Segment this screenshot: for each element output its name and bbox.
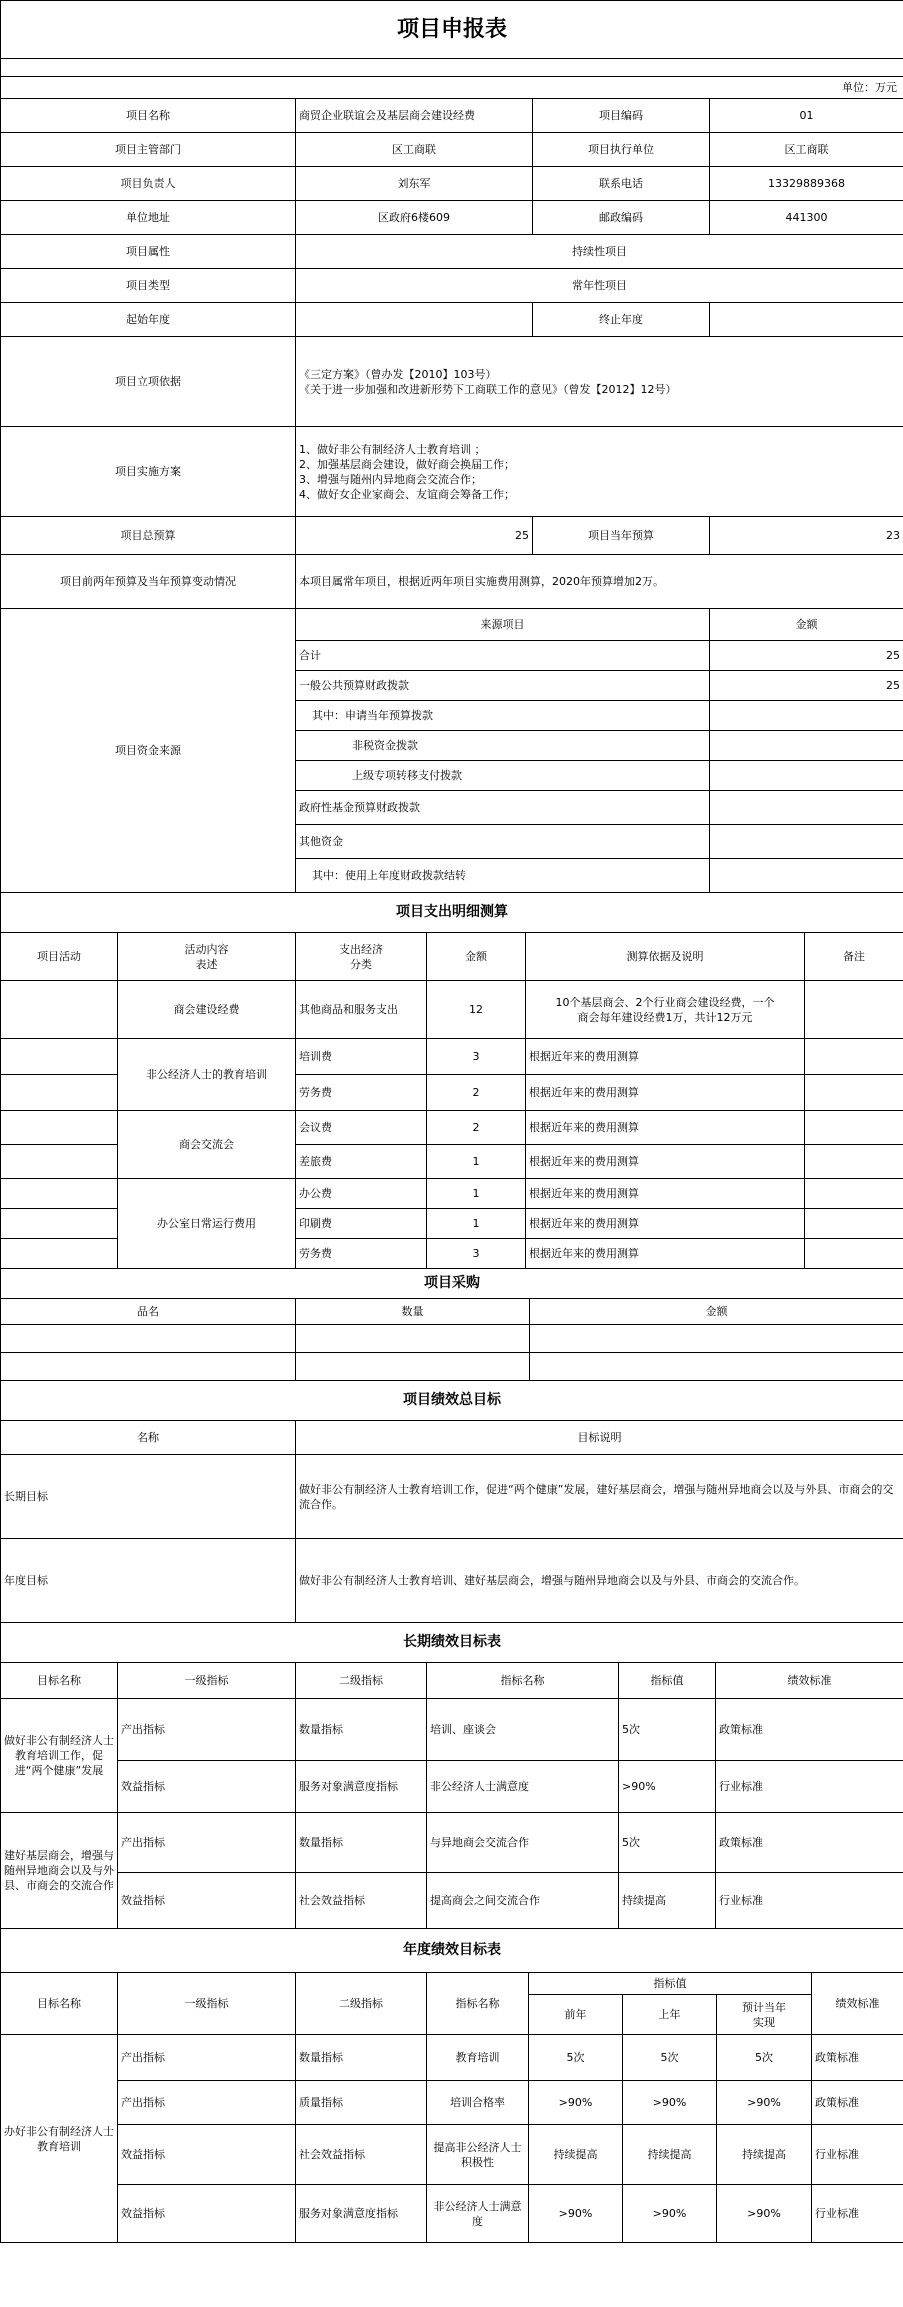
expense-basis-cell[interactable] <box>526 981 805 1039</box>
perf-total-col-name: 名称 <box>1 1421 296 1455</box>
perf-long-l2-cell[interactable]: 服务对象满意度指标 <box>296 1761 427 1813</box>
funding-table <box>0 608 903 893</box>
expense-basis-line: 商会每年建设经费1万，共计12万元 <box>577 1010 753 1024</box>
purchase-amount-cell[interactable] <box>530 1325 903 1353</box>
funding-row-amount[interactable] <box>710 731 903 761</box>
perf-long-l1-cell[interactable]: 效益指标 <box>118 1761 296 1813</box>
perf-long-ind-cell[interactable]: 培训、座谈会 <box>427 1699 619 1761</box>
perf-long-col-std: 绩效标准 <box>716 1663 903 1699</box>
expense-col-amount: 金额 <box>427 933 526 981</box>
exec-unit-value[interactable]: 区工商联 <box>710 133 903 167</box>
perf-year-l2-cell[interactable]: 服务对象满意度指标 <box>296 2185 427 2243</box>
perf-year-l1-cell[interactable]: 效益指标 <box>118 2125 296 2185</box>
perf-year-l2-cell[interactable]: 社会效益指标 <box>296 2125 427 2185</box>
budget-change-value[interactable]: 本项目属常年项目，根据近两年项目实施费用测算，2020年预算增加2万。 <box>296 555 903 609</box>
expense-basis-cell[interactable]: 根据近年来的费用测算 <box>526 1111 805 1145</box>
perf-year-v2-cell[interactable]: 5次 <box>623 2035 717 2081</box>
perf-long-val-cell[interactable]: >90% <box>619 1761 716 1813</box>
plan-value[interactable] <box>296 427 903 517</box>
zip-value[interactable]: 441300 <box>710 201 903 235</box>
total-budget-label: 项目总预算 <box>1 517 296 555</box>
expense-table <box>0 892 903 1269</box>
end-year-value[interactable] <box>710 303 903 337</box>
perf-long-col-ind: 指标名称 <box>427 1663 619 1699</box>
basis-line: 《关于进一步加强和改进新形势下工商联工作的意见》（曾发【2012】12号） <box>299 382 677 396</box>
perf-year-ind-cell[interactable]: 培训合格率 <box>427 2081 529 2125</box>
expense-content-cell[interactable]: 商会交流会 <box>118 1111 296 1179</box>
purchase-name-cell[interactable] <box>1 1325 296 1353</box>
perf-year-l1-cell[interactable]: 产出指标 <box>118 2081 296 2125</box>
expense-col-activity: 项目活动 <box>1 933 118 981</box>
perf-year-v1-cell[interactable]: 持续提高 <box>529 2125 623 2185</box>
zip-label: 邮政编码 <box>533 201 710 235</box>
perf-year-l2-cell[interactable]: 数量指标 <box>296 2035 427 2081</box>
expense-col-content <box>118 933 296 981</box>
funding-label: 项目资金来源 <box>1 609 296 893</box>
perf-year-col-std: 绩效标准 <box>812 1973 903 2035</box>
expense-content-cell[interactable]: 非公经济人士的教育培训 <box>118 1039 296 1111</box>
perf-long-l2-cell[interactable]: 社会效益指标 <box>296 1873 427 1929</box>
basis-value[interactable] <box>296 337 903 427</box>
basis-label: 项目立项依据 <box>1 337 296 427</box>
phone-label: 联系电话 <box>533 167 710 201</box>
perf-year-l1-cell[interactable]: 效益指标 <box>118 2185 296 2243</box>
perf-long-val-cell[interactable]: 5次 <box>619 1699 716 1761</box>
expense-amount-cell[interactable]: 3 <box>427 1239 526 1269</box>
phone-value[interactable]: 13329889368 <box>710 167 903 201</box>
expense-class-cell[interactable]: 其他商品和服务支出 <box>296 981 427 1039</box>
perf-long-l1-cell[interactable]: 产出指标 <box>118 1813 296 1873</box>
plan-line: 4、做好女企业家商会、友谊商会筹备工作； <box>299 487 515 501</box>
expense-basis-cell[interactable]: 根据近年来的费用测算 <box>526 1239 805 1269</box>
perf-year-section-title: 年度绩效目标表 <box>1 1929 903 1973</box>
perf-long-std-cell[interactable]: 政策标准 <box>716 1699 903 1761</box>
funding-row-name: 其中：使用上年度财政拨款结转 <box>296 859 710 893</box>
expense-amount-cell[interactable]: 2 <box>427 1075 526 1111</box>
perf-year-v1-cell[interactable]: 5次 <box>529 2035 623 2081</box>
perf-year-table <box>0 1928 903 2243</box>
expense-basis-line: 10个基层商会、2个行业商会建设经费，一个 <box>555 995 775 1009</box>
dept-label: 项目主管部门 <box>1 133 296 167</box>
end-year-label: 终止年度 <box>533 303 710 337</box>
plan-line: 1、做好非公有制经济人士教育培训 ； <box>299 442 486 456</box>
perf-long-col-l1: 一级指标 <box>118 1663 296 1699</box>
expense-note-cell[interactable] <box>805 981 903 1039</box>
perf-long-ind-cell[interactable]: 提高商会之间交流合作 <box>427 1873 619 1929</box>
expense-basis-cell[interactable]: 根据近年来的费用测算 <box>526 1075 805 1111</box>
expense-section-title: 项目支出明细测算 <box>1 893 903 933</box>
expense-amount-cell[interactable]: 1 <box>427 1179 526 1209</box>
funding-row-name: 一般公共预算财政拨款 <box>296 671 710 701</box>
annual-goal-label: 年度目标 <box>1 1539 296 1623</box>
plan-label: 项目实施方案 <box>1 427 296 517</box>
funding-row-amount[interactable]: 25 <box>710 671 903 701</box>
expense-activity-cell[interactable] <box>1 1239 118 1269</box>
expense-note-cell[interactable] <box>805 1179 903 1209</box>
funding-row-name: 上级专项转移支付拨款 <box>296 761 710 791</box>
expense-amount-cell[interactable]: 1 <box>427 1209 526 1239</box>
expense-note-cell[interactable] <box>805 1239 903 1269</box>
perf-long-l1-cell[interactable]: 效益指标 <box>118 1873 296 1929</box>
dept-value[interactable]: 区工商联 <box>296 133 533 167</box>
attr-label: 项目属性 <box>1 235 296 269</box>
perf-long-val-cell[interactable]: 持续提高 <box>619 1873 716 1929</box>
start-year-label: 起始年度 <box>1 303 296 337</box>
expense-col-content-line: 活动内容 <box>184 942 229 956</box>
perf-year-col-prev2: 前年 <box>529 1995 623 2035</box>
expense-basis-cell[interactable]: 根据近年来的费用测算 <box>526 1039 805 1075</box>
expense-basis-cell[interactable]: 根据近年来的费用测算 <box>526 1179 805 1209</box>
funding-row-amount[interactable] <box>710 859 903 893</box>
funding-row-amount[interactable]: 25 <box>710 641 903 671</box>
expense-col-content-line: 表述 <box>195 957 218 971</box>
perf-year-col-l2: 二级指标 <box>296 1973 427 2035</box>
long-term-goal-label: 长期目标 <box>1 1455 296 1539</box>
start-year-value[interactable] <box>296 303 533 337</box>
perf-year-l2-cell[interactable]: 质量指标 <box>296 2081 427 2125</box>
perf-long-l1-cell[interactable]: 产出指标 <box>118 1699 296 1761</box>
expense-activity-cell[interactable] <box>1 1145 118 1179</box>
expense-basis-cell[interactable]: 根据近年来的费用测算 <box>526 1145 805 1179</box>
perf-year-col-l1: 一级指标 <box>118 1973 296 2035</box>
perf-long-std-cell[interactable]: 行业标准 <box>716 1873 903 1929</box>
expense-note-cell[interactable] <box>805 1075 903 1111</box>
funding-row-name: 其中：申请当年预算拨款 <box>296 701 710 731</box>
perf-total-col-desc: 目标说明 <box>296 1421 903 1455</box>
project-name-value[interactable]: 商贸企业联谊会及基层商会建设经费 <box>296 99 533 133</box>
unit-label: 单位：万元 <box>1 77 903 99</box>
type-value[interactable]: 常年性项目 <box>296 269 903 303</box>
perf-long-std-cell[interactable]: 行业标准 <box>716 1761 903 1813</box>
funding-col-source: 来源项目 <box>296 609 710 641</box>
plan-line: 3、增强与随州内异地商会交流合作； <box>299 472 482 486</box>
perf-year-col-ind: 指标名称 <box>427 1973 529 2035</box>
purchase-col-qty: 数量 <box>296 1299 530 1325</box>
perf-total-table <box>0 1380 903 1623</box>
funding-row-amount[interactable] <box>710 761 903 791</box>
address-label: 单位地址 <box>1 201 296 235</box>
perf-long-l2-cell[interactable]: 数量指标 <box>296 1699 427 1761</box>
project-code-value[interactable]: 01 <box>710 99 903 133</box>
perf-long-col-val: 指标值 <box>619 1663 716 1699</box>
funding-row-name: 合计 <box>296 641 710 671</box>
expense-class-cell[interactable]: 劳务费 <box>296 1075 427 1111</box>
perf-year-v1-cell[interactable]: >90% <box>529 2081 623 2125</box>
expense-activity-cell[interactable] <box>1 981 118 1039</box>
expense-content-cell[interactable]: 商会建设经费 <box>118 981 296 1039</box>
expense-col-class-line: 支出经济 <box>339 942 383 956</box>
perf-long-table <box>0 1622 903 1929</box>
expense-activity-cell[interactable] <box>1 1075 118 1111</box>
perf-long-val-cell[interactable]: 5次 <box>619 1813 716 1873</box>
perf-year-v2-cell[interactable]: >90% <box>623 2081 717 2125</box>
purchase-col-name: 品名 <box>1 1299 296 1325</box>
expense-note-cell[interactable] <box>805 1209 903 1239</box>
funding-row-name: 政府性基金预算财政拨款 <box>296 791 710 825</box>
perf-total-section-title: 项目绩效总目标 <box>1 1381 903 1421</box>
perf-year-col-cur-line: 预计当年 <box>742 2000 786 2014</box>
expense-col-note: 备注 <box>805 933 903 981</box>
total-budget-value[interactable]: 25 <box>296 517 533 555</box>
perf-year-std-cell[interactable]: 政策标准 <box>812 2081 903 2125</box>
purchase-col-amount: 金额 <box>530 1299 903 1325</box>
year-budget-value[interactable]: 23 <box>710 517 903 555</box>
expense-class-cell[interactable]: 劳务费 <box>296 1239 427 1269</box>
perf-year-v1-cell[interactable]: >90% <box>529 2185 623 2243</box>
expense-col-basis: 测算依据及说明 <box>526 933 805 981</box>
purchase-amount-cell[interactable] <box>530 1353 903 1381</box>
funding-row-name: 其他资金 <box>296 825 710 859</box>
perf-year-l1-cell[interactable]: 产出指标 <box>118 2035 296 2081</box>
spacer-row <box>1 59 903 77</box>
expense-amount-cell[interactable]: 2 <box>427 1111 526 1145</box>
perf-year-col-goal: 目标名称 <box>1 1973 118 2035</box>
purchase-qty-cell[interactable] <box>296 1325 530 1353</box>
address-value[interactable]: 区政府6楼609 <box>296 201 533 235</box>
year-budget-label: 项目当年预算 <box>533 517 710 555</box>
plan-line: 2、加强基层商会建设，做好商会换届工作； <box>299 457 515 471</box>
perf-long-col-l2: 二级指标 <box>296 1663 427 1699</box>
perf-long-section-title: 长期绩效目标表 <box>1 1623 903 1663</box>
expense-note-cell[interactable] <box>805 1039 903 1075</box>
perf-year-std-cell[interactable]: 行业标准 <box>812 2125 903 2185</box>
expense-amount-cell[interactable]: 1 <box>427 1145 526 1179</box>
expense-col-class-line: 分类 <box>350 957 372 971</box>
funding-row-name: 非税资金拨款 <box>296 731 710 761</box>
perf-year-col-prev1: 上年 <box>623 1995 717 2035</box>
perf-long-ind-cell[interactable]: 与异地商会交流合作 <box>427 1813 619 1873</box>
perf-long-goal-cell[interactable]: 做好非公有制经济人士教育培训工作，促进“两个健康”发展 <box>1 1699 118 1813</box>
expense-note-cell[interactable] <box>805 1145 903 1179</box>
budget-change-label: 项目前两年预算及当年预算变动情况 <box>1 555 296 609</box>
perf-year-v3-cell[interactable]: >90% <box>717 2081 812 2125</box>
purchase-table <box>0 1268 903 1381</box>
expense-content-cell[interactable]: 办公室日常运行费用 <box>118 1179 296 1269</box>
annual-goal-value[interactable]: 做好非公有制经济人士教育培训、建好基层商会，增强与随州异地商会以及与外县、市商会的交流合作。 <box>296 1539 903 1623</box>
perf-long-l2-cell[interactable]: 数量指标 <box>296 1813 427 1873</box>
perf-year-v3-cell[interactable]: >90% <box>717 2185 812 2243</box>
leader-label: 项目负责人 <box>1 167 296 201</box>
purchase-qty-cell[interactable] <box>296 1353 530 1381</box>
funding-col-amount: 金额 <box>710 609 903 641</box>
expense-basis-cell[interactable]: 根据近年来的费用测算 <box>526 1209 805 1239</box>
expense-activity-cell[interactable] <box>1 1039 118 1075</box>
basic-info-table <box>0 76 903 517</box>
perf-year-col-cur-line: 实现 <box>753 2015 775 2029</box>
perf-year-std-cell[interactable]: 行业标准 <box>812 2185 903 2243</box>
project-code-label: 项目编码 <box>533 99 710 133</box>
expense-activity-cell[interactable] <box>1 1209 118 1239</box>
funding-row-amount[interactable] <box>710 701 903 731</box>
perf-year-v3-cell[interactable]: 持续提高 <box>717 2125 812 2185</box>
perf-year-ind-cell[interactable]: 非公经济人士满意度 <box>427 2185 529 2243</box>
perf-year-col-cur <box>717 1995 812 2035</box>
perf-year-v2-cell[interactable]: >90% <box>623 2185 717 2243</box>
perf-long-col-goal: 目标名称 <box>1 1663 118 1699</box>
basis-line: 《三定方案》（曾办发【2010】103号） <box>299 367 497 381</box>
title-table <box>0 0 903 77</box>
perf-long-std-cell[interactable]: 政策标准 <box>716 1813 903 1873</box>
expense-note-cell[interactable] <box>805 1111 903 1145</box>
funding-row-amount[interactable] <box>710 825 903 859</box>
expense-amount-cell[interactable]: 3 <box>427 1039 526 1075</box>
expense-class-cell[interactable]: 培训费 <box>296 1039 427 1075</box>
perf-year-ind-cell[interactable]: 提高非公经济人士积极性 <box>427 2125 529 2185</box>
funding-row-amount[interactable] <box>710 791 903 825</box>
expense-amount-cell[interactable]: 12 <box>427 981 526 1039</box>
page-title: 项目申报表 <box>1 1 903 59</box>
perf-year-col-val: 指标值 <box>529 1973 812 1995</box>
type-label: 项目类型 <box>1 269 296 303</box>
expense-class-cell[interactable]: 差旅费 <box>296 1145 427 1179</box>
expense-activity-cell[interactable] <box>1 1111 118 1145</box>
perf-year-v3-cell[interactable]: 5次 <box>717 2035 812 2081</box>
attr-value[interactable]: 持续性项目 <box>296 235 903 269</box>
project-name-label: 项目名称 <box>1 99 296 133</box>
budget-table <box>0 516 903 609</box>
perf-year-ind-cell[interactable]: 教育培训 <box>427 2035 529 2081</box>
leader-value[interactable]: 刘东军 <box>296 167 533 201</box>
exec-unit-label: 项目执行单位 <box>533 133 710 167</box>
purchase-name-cell[interactable] <box>1 1353 296 1381</box>
expense-col-class <box>296 933 427 981</box>
perf-year-v2-cell[interactable]: 持续提高 <box>623 2125 717 2185</box>
purchase-section-title: 项目采购 <box>1 1269 903 1299</box>
perf-long-ind-cell[interactable]: 非公经济人士满意度 <box>427 1761 619 1813</box>
perf-year-goal-cell[interactable]: 办好非公有制经济人士教育培训 <box>1 2035 118 2243</box>
expense-activity-cell[interactable] <box>1 1179 118 1209</box>
expense-class-cell[interactable]: 办公费 <box>296 1179 427 1209</box>
expense-class-cell[interactable]: 印刷费 <box>296 1209 427 1239</box>
perf-year-std-cell[interactable]: 政策标准 <box>812 2035 903 2081</box>
perf-long-goal-cell[interactable]: 建好基层商会，增强与随州异地商会以及与外县、市商会的交流合作 <box>1 1813 118 1929</box>
expense-class-cell[interactable]: 会议费 <box>296 1111 427 1145</box>
long-term-goal-value[interactable]: 做好非公有制经济人士教育培训工作，促进“两个健康”发展，建好基层商会，增强与随州异地商会以及与外县、市商会的交流合作。 <box>296 1455 903 1539</box>
